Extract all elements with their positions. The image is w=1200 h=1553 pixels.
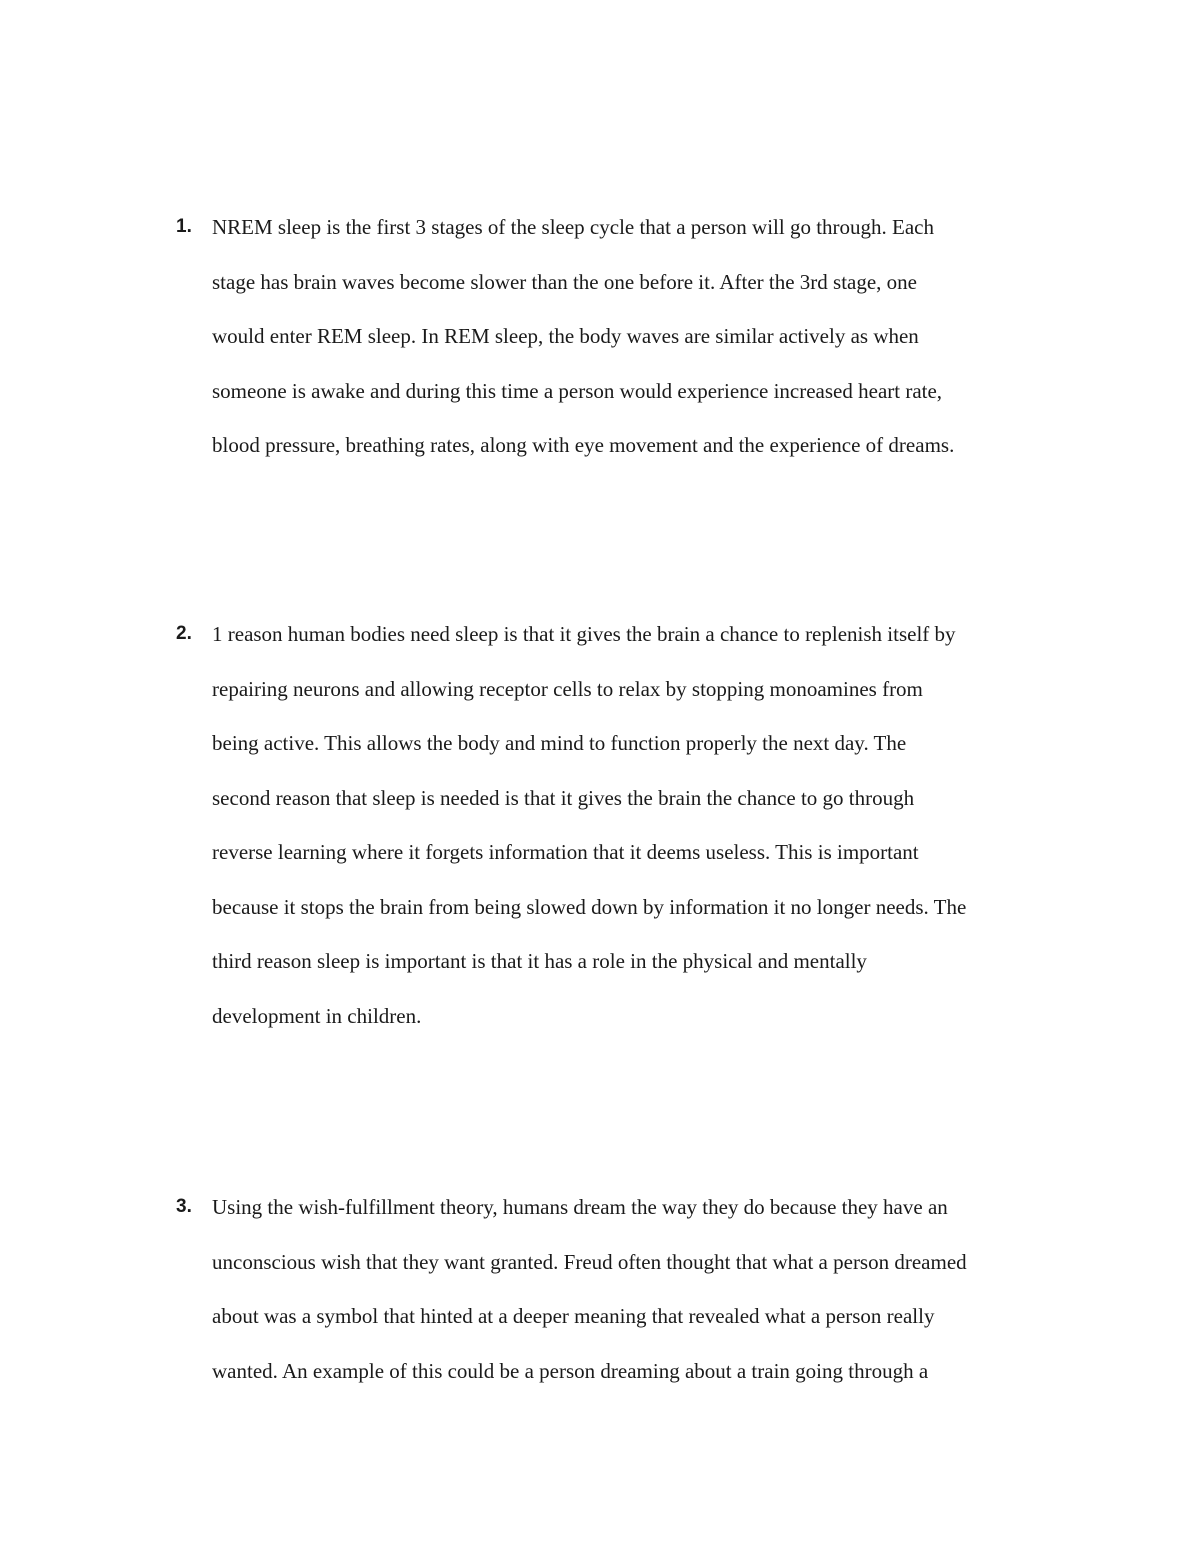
- list-item-2: [176, 607, 1082, 1043]
- list-item-1: [176, 200, 1082, 473]
- paragraph-line: second reason that sleep is needed is that it gives the brain the chance to go through: [212, 785, 915, 810]
- paragraph-line: would enter REM sleep. In REM sleep, the body waves are similar actively as when: [212, 324, 919, 348]
- paragraph-line: repairing neurons and allowing receptor cells to relax by stopping monoamines from: [212, 676, 923, 701]
- paragraph-line: because it stops the brain from being slowed down by information it no longer needs. The: [212, 894, 967, 919]
- paragraph-line: 1 reason human bodies need sleep is that it gives the brain a chance to replenish itself by: [212, 622, 956, 646]
- paragraph-line: someone is awake and during this time a person would experience increased heart rate,: [212, 378, 943, 403]
- paragraph-line: reverse learning where it forgets information that it deems useless. This is important: [212, 840, 919, 864]
- list-item-number: 2.: [176, 623, 192, 644]
- list-item-number: 3.: [176, 1196, 192, 1217]
- paragraph-line: unconscious wish that they want granted. Freud often thought that what a person dreamed: [212, 1249, 967, 1274]
- paragraph-line: about was a symbol that hinted at a deeper meaning that revealed what a person really: [212, 1304, 935, 1328]
- paragraph-line: third reason sleep is important is that it has a role in the physical and mentally: [212, 949, 867, 973]
- list-item-number: 1.: [176, 216, 192, 237]
- list-item-3: [176, 1180, 1082, 1398]
- paragraph-line: wanted. An example of this could be a person dreaming about a train going through a: [212, 1358, 929, 1383]
- paragraph-line: NREM sleep is the first 3 stages of the sleep cycle that a person will go through. Each: [212, 215, 934, 239]
- paragraph-line: stage has brain waves become slower than the one before it. After the 3rd stage, one: [212, 269, 917, 294]
- paragraph-line: being active. This allows the body and mind to function properly the next day. The: [212, 731, 907, 755]
- paragraph-line: development in children.: [212, 1003, 422, 1028]
- paragraph-line: blood pressure, breathing rates, along with eye movement and the experience of dreams.: [212, 433, 955, 457]
- paragraph-line: Using the wish-fulfillment theory, humans dream the way they do because they have an: [212, 1195, 948, 1219]
